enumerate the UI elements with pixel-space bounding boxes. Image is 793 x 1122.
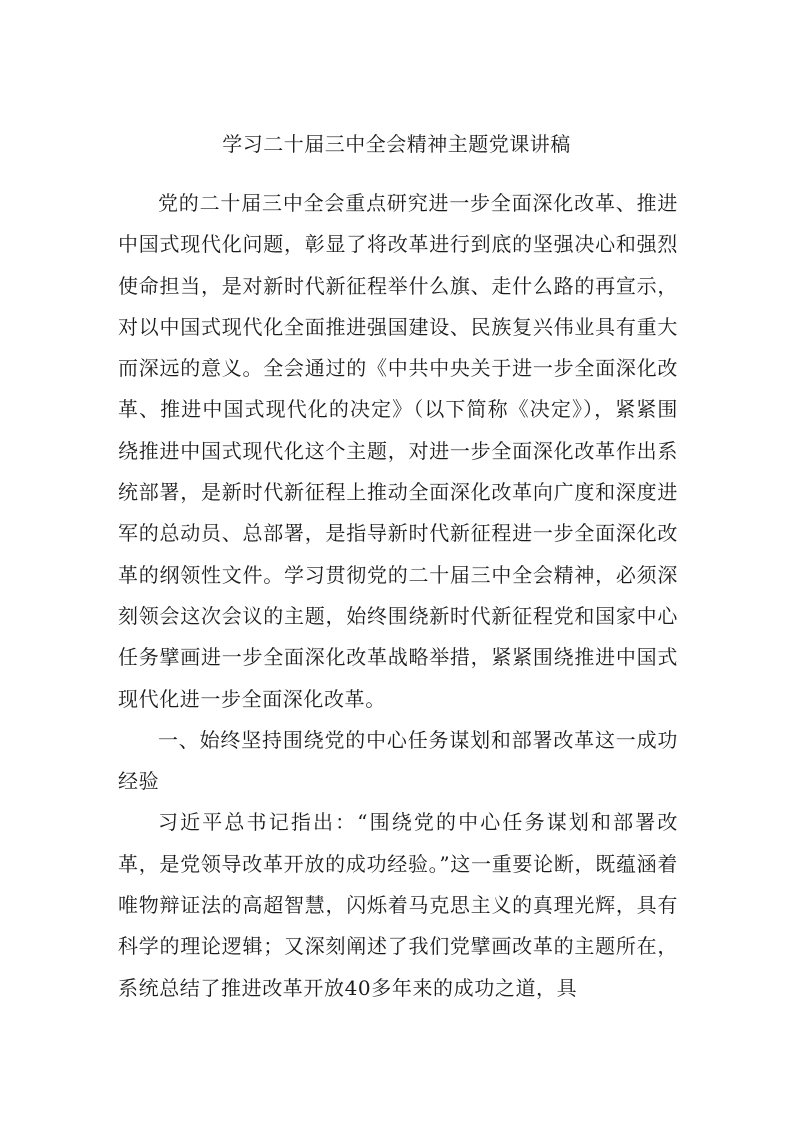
section-heading-1: 一、始终坚持围绕党的中心任务谋划和部署改革这一成功经验 [118,727,678,794]
body-paragraph-section-1: 习近平总书记指出：“围绕党的中心任务谋划和部署改革，是党领导改革开放的成功经验。”这一重要论断，既蕴涵着唯物辩证法的高超智慧，闪烁着马克思主义的真理光辉，具有科学的理论逻辑；又深刻阐述了我们党擘画改革的主题所在，系统总结了推进改革开放40多年来的成功之道，具 [118,810,678,1000]
document-title: 学习二十届三中全会精神主题党课讲稿 [222,132,571,156]
body-paragraph-intro: 党的二十届三中全会重点研究进一步全面深化改革、推进中国式现代化问题，彰显了将改革进行到底的坚强决心和强烈使命担当，是对新时代新征程举什么旗、走什么路的再宣示，对以中国式现代化全面推进强国建设、民族复兴伟业具有重大而深远的意义。全会通过的《中共中央关于进一步全面深化改革、推进中国式现代化的决定》（以下简称《决定》），紧紧围绕推进中国式现代化这个主题，对进一步全面深化改革作出系统部署，是新时代新征程上推动全面深化改革向广度和深度进军的总动员、总部署，是指导新时代新征程进一步全面深化改革的纲领性文件。学习贯彻党的二十届三中全会精神，必须深刻领会这次会议的主题，始终围绕新时代新征程党和国家中心任务擘画进一步全面深化改革战略举措，紧紧围绕推进中国式现代化进一步全面深化改革。 [118,191,678,711]
document-body [118,183,678,1009]
